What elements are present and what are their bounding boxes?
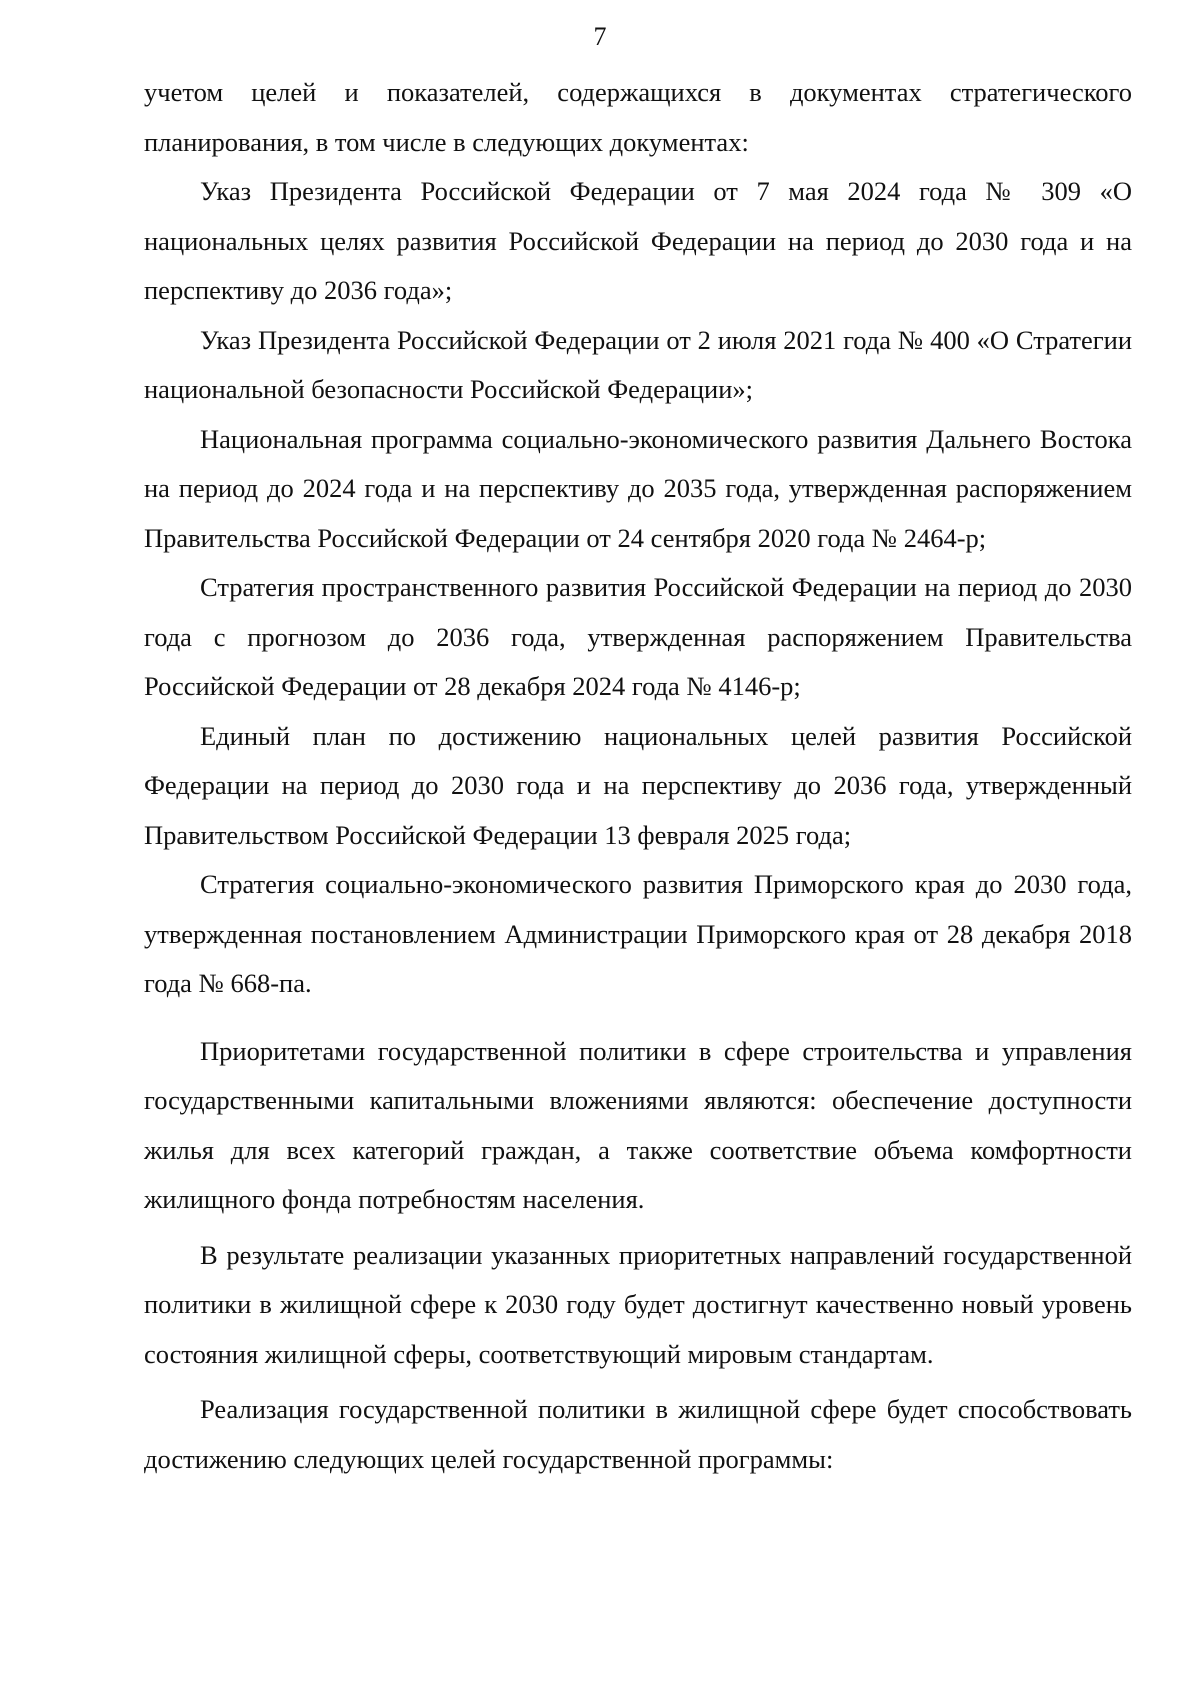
paragraph-far-east-program: Национальная программа социально-экономического развития Дальнего Востока на период до 2024 года и на перспективу до 2035 года, утвержденная распоряжением Правительства Российской Федерации от 24 сентября 2020 года № 2464-р; [144, 423, 1132, 553]
paragraph-implementation: Реализация государственной политики в жилищной сфере будет способствовать достижению следующих целей государственной программы: [144, 1394, 1132, 1474]
page-number: 7 [593, 22, 607, 51]
document-body [144, 68, 1132, 1484]
paragraph-primorsky-strategy: Стратегия социально-экономического развития Приморского края до 2030 года, утвержденная постановлением Администрации Приморского края от 28 декабря 2018 года № 668-па. [144, 869, 1132, 998]
paragraph-priorities: Приоритетами государственной политики в сфере строительства и управления государственными капитальными вложениями являются: обеспечение доступности жилья для всех категорий граждан, а также соответствие объема комфортности жилищного фонда потребностям населения. [144, 1035, 1132, 1214]
paragraph-spatial-strategy: Стратегия пространственного развития Российской Федерации на период до 2030 года с прогнозом до 2036 года, утвержденная распоряжением Правительства Российской Федерации от 28 декабря 2024 года № 4146-р; [144, 572, 1132, 701]
paragraph-decree-309: Указ Президента Российской Федерации от 7 мая 2024 года № 309 «О национальных целях развития Российской Федерации на период до 2030 года и на перспективу до 2036 года»; [144, 176, 1132, 305]
paragraph-decree-400: Указ Президента Российской Федерации от 2 июля 2021 года № 400 «О Стратегии национальной безопасности Российской Федерации»; [144, 324, 1132, 404]
paragraph-unified-plan: Единый план по достижению национальных целей развития Российской Федерации на период до 2030 года и на перспективу до 2036 года, утвержденный Правительством Российской Федерации 13 февраля 2025 года; [144, 720, 1132, 850]
paragraph-results: В результате реализации указанных приоритетных направлений государственной политики в жилищной сфере к 2030 году будет достигнут качественно новый уровень состояния жилищной сферы, соответствующий мировым стандартам. [144, 1239, 1132, 1369]
paragraph-continuation: учетом целей и показателей, содержащихся в документах стратегического планирования, в том числе в следующих документах: [144, 77, 1132, 157]
